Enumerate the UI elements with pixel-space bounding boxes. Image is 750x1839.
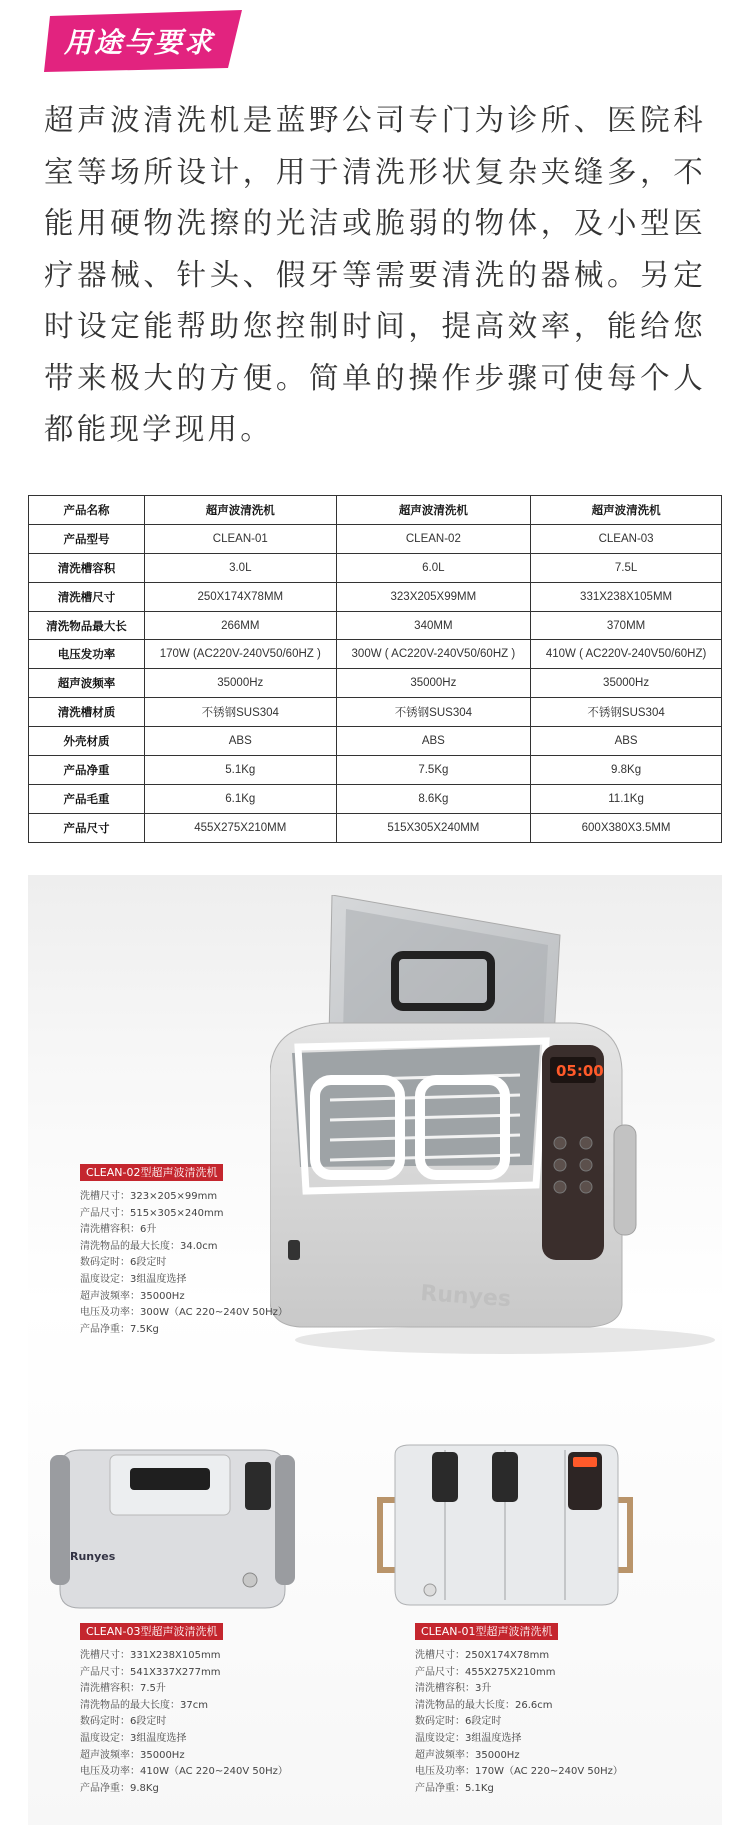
spec-item: 洗槽尺寸：323×205×99mm <box>80 1191 218 1202</box>
table-cell: 5.1Kg <box>145 756 337 785</box>
spec-item: 清洗槽容积：6升 <box>80 1224 157 1236</box>
table-cell: 300W ( AC220V-240V50/60HZ ) <box>336 640 531 669</box>
table-row-label: 电压发功率 <box>29 640 145 669</box>
table-cell: CLEAN-01 <box>145 524 337 553</box>
spec-item: 温度设定：3组温度选择 <box>80 1732 187 1744</box>
table-row-label: 超声波频率 <box>29 669 145 698</box>
table-cell: 7.5L <box>531 553 722 582</box>
spec-item: 洗槽尺寸：331X238X105mm <box>80 1650 221 1661</box>
spec-item: 清洗槽容积：7.5升 <box>80 1683 166 1695</box>
section-banner <box>44 10 242 72</box>
spec-item: 数码定时：6段定时 <box>80 1716 167 1728</box>
table-row <box>29 611 722 640</box>
spec-item: 产品尺寸：541X337X277mm <box>80 1666 221 1678</box>
spec-item: 清洗物品的最大长度：37cm <box>80 1699 208 1711</box>
intro-paragraph: 超声波清洗机是蓝野公司专门为诊所、医院科室等场所设计，用于清洗形状复杂夹缝多，不能用硬物洗擦的光洁或脆弱的物体，及小型医疗器械、针头、假牙等需要清洗的器械。另定时设定能帮助您控制时间，提高效率，能给您带来极大的方便。简单的操作步骤可使每个人都能现学现用。 <box>44 103 706 446</box>
table-cell: 8.6Kg <box>336 784 531 813</box>
spec-item: 清洗槽容积：3升 <box>415 1683 492 1695</box>
table-cell: 410W ( AC220V-240V50/60HZ) <box>531 640 722 669</box>
table-cell: 11.1Kg <box>531 784 722 813</box>
clean03-spec-list <box>80 1648 288 1797</box>
table-row <box>29 727 722 756</box>
table-row <box>29 553 722 582</box>
table-cell: 不锈钢SUS304 <box>145 698 337 727</box>
spec-item: 清洗物品的最大长度：26.6cm <box>415 1699 553 1711</box>
table-cell: 不锈钢SUS304 <box>336 698 531 727</box>
table-cell: 331X238X105MM <box>531 582 722 611</box>
table-row <box>29 698 722 727</box>
clean02-spec-list <box>80 1189 288 1338</box>
table-cell: 600X380X3.5MM <box>531 813 722 842</box>
table-cell: 370MM <box>531 611 722 640</box>
table-row <box>29 756 722 785</box>
table-cell: 323X205X99MM <box>336 582 531 611</box>
spec-item: 清洗物品的最大长度：34.0cm <box>80 1240 218 1252</box>
table-row-label: 产品尺寸 <box>29 813 145 842</box>
table-product-name: 超声波清洗机 <box>531 496 722 525</box>
table-cell: 266MM <box>145 611 337 640</box>
spec-item: 产品净重：9.8Kg <box>80 1782 159 1794</box>
spec-item: 电压及功率：300W（AC 220~240V 50Hz） <box>80 1307 288 1319</box>
spec-item: 电压及功率：170W（AC 220~240V 50Hz） <box>415 1766 623 1778</box>
spec-item: 产品净重：7.5Kg <box>80 1323 159 1335</box>
table-row-label: 产品毛重 <box>29 784 145 813</box>
table-cell: 9.8Kg <box>531 756 722 785</box>
table-product-name: 超声波清洗机 <box>145 496 337 525</box>
spec-item: 产品尺寸：455X275X210mm <box>415 1666 556 1678</box>
clean03-product-image <box>50 1440 295 1615</box>
table-row-label: 清洗槽容积 <box>29 553 145 582</box>
table-row-label: 清洗槽材质 <box>29 698 145 727</box>
table-cell: CLEAN-03 <box>531 524 722 553</box>
clean01-product-image <box>370 1440 640 1615</box>
table-row-label: 外壳材质 <box>29 727 145 756</box>
table-row-label: 清洗物品最大长 <box>29 611 145 640</box>
clean02-display-readout: 05:00 <box>556 1062 604 1080</box>
table-cell: ABS <box>145 727 337 756</box>
clean01-title: CLEAN-01型超声波清洗机 <box>415 1623 558 1640</box>
table-cell: 515X305X240MM <box>336 813 531 842</box>
spec-item: 超声波频率：35000Hz <box>80 1749 185 1761</box>
spec-item: 电压及功率：410W（AC 220~240V 50Hz） <box>80 1766 288 1778</box>
spec-item: 温度设定：3组温度选择 <box>80 1273 187 1285</box>
table-row <box>29 640 722 669</box>
table-row <box>29 813 722 842</box>
section-title: 用途与要求 <box>64 26 215 59</box>
table-row <box>29 582 722 611</box>
spec-table <box>28 495 722 843</box>
spec-item: 数码定时：6段定时 <box>80 1257 167 1269</box>
table-cell: 6.1Kg <box>145 784 337 813</box>
table-cell: 250X174X78MM <box>145 582 337 611</box>
spec-item: 洗槽尺寸：250X174X78mm <box>415 1650 550 1661</box>
table-cell: ABS <box>336 727 531 756</box>
table-cell: CLEAN-02 <box>336 524 531 553</box>
spec-item: 数码定时：6段定时 <box>415 1716 502 1728</box>
spec-item: 超声波频率：35000Hz <box>80 1290 185 1302</box>
spec-item: 产品净重：5.1Kg <box>415 1782 494 1794</box>
table-product-name: 超声波清洗机 <box>336 496 531 525</box>
table-cell: ABS <box>531 727 722 756</box>
table-cell: 3.0L <box>145 553 337 582</box>
table-cell: 35000Hz <box>145 669 337 698</box>
table-cell: 7.5Kg <box>336 756 531 785</box>
clean03-brand-text: Runyes <box>70 1550 116 1563</box>
table-cell: 不锈钢SUS304 <box>531 698 722 727</box>
table-header-label: 产品名称 <box>29 496 145 525</box>
clean02-brand-text: Runyes <box>419 1281 512 1313</box>
table-header-row <box>29 496 722 525</box>
table-row <box>29 669 722 698</box>
table-cell: 35000Hz <box>336 669 531 698</box>
spec-item: 温度设定：3组温度选择 <box>415 1732 522 1744</box>
table-cell: 340MM <box>336 611 531 640</box>
clean02-product-image <box>270 895 730 1355</box>
spec-item: 超声波频率：35000Hz <box>415 1749 520 1761</box>
table-row <box>29 784 722 813</box>
table-cell: 170W (AC220V-240V50/60HZ ) <box>145 640 337 669</box>
table-row-label: 清洗槽尺寸 <box>29 582 145 611</box>
table-row <box>29 524 722 553</box>
table-cell: 6.0L <box>336 553 531 582</box>
clean03-title: CLEAN-03型超声波清洗机 <box>80 1623 223 1640</box>
table-cell: 35000Hz <box>531 669 722 698</box>
clean01-spec-list <box>415 1648 623 1797</box>
spec-item: 产品尺寸：515×305×240mm <box>80 1207 224 1219</box>
table-cell: 455X275X210MM <box>145 813 337 842</box>
table-row-label: 产品净重 <box>29 756 145 785</box>
clean02-title: CLEAN-02型超声波清洗机 <box>80 1164 223 1181</box>
table-row-label: 产品型号 <box>29 524 145 553</box>
